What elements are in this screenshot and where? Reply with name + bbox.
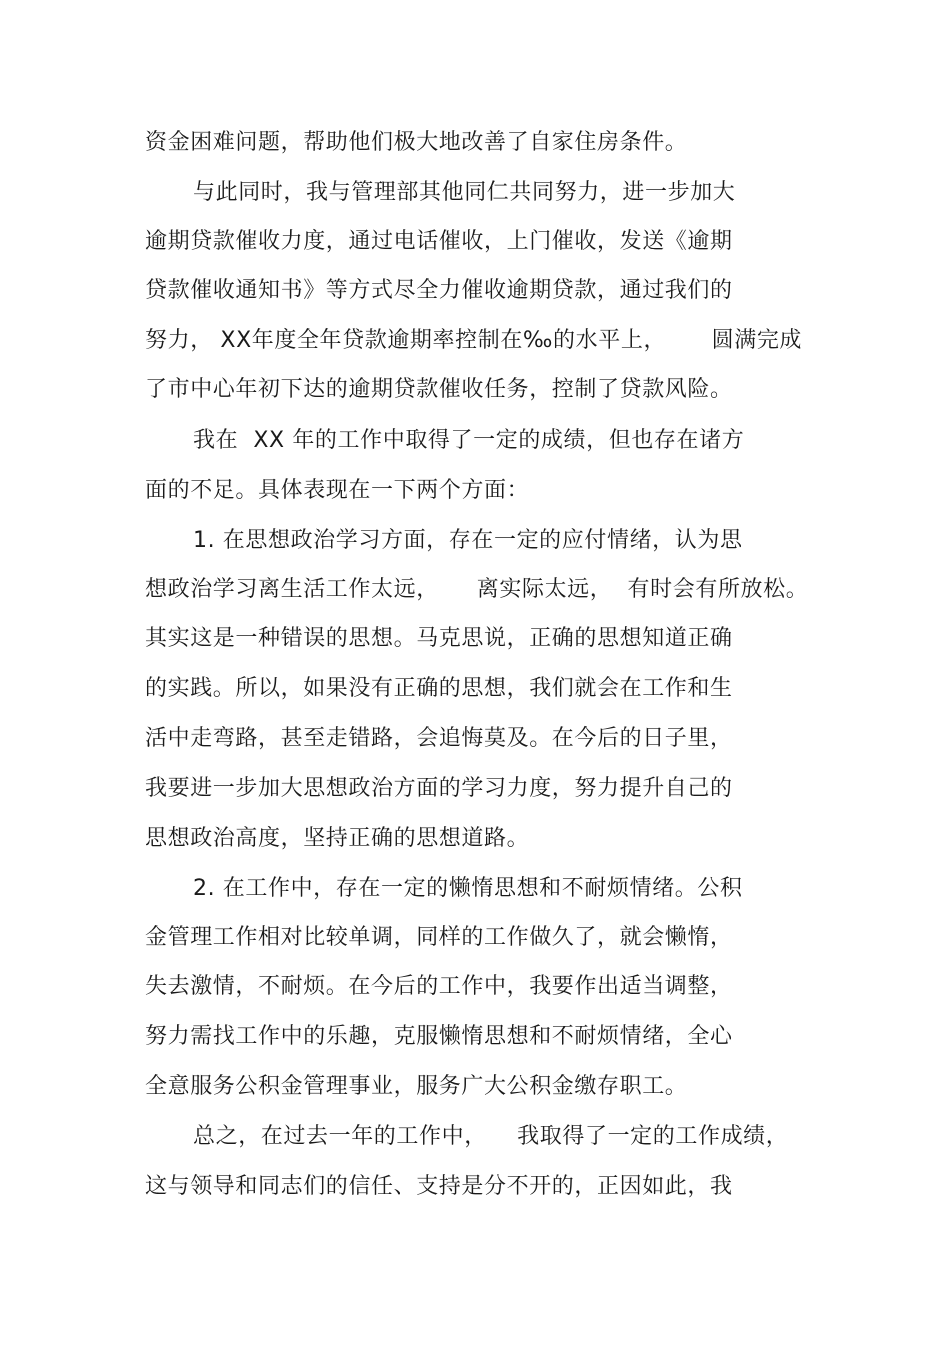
text-line: 这与领导和同志们的信任、支持是分不开的，正因如此，我	[145, 1174, 733, 1199]
text-line: 全意服务公积金管理事业，服务广大公积金缴存职工。	[145, 1074, 688, 1099]
text-line: 活中走弯路，甚至走错路，会追悔莫及。在今后的日子里，	[145, 726, 733, 751]
text-line: 努力， XX年度全年贷款逾期率控制在‰的水平上， 圆满完成	[145, 328, 803, 353]
text-line: 其实这是一种错误的思想。马克思说，正确的思想知道正确	[145, 626, 733, 651]
text-line: 了市中心年初下达的逾期贷款催收任务，控制了贷款风险。	[145, 377, 733, 402]
text-line: 想政治学习离生活工作太远， 离实际太远， 有时会有所放松。	[145, 577, 809, 602]
text-line: 努力需找工作中的乐趣，克服懒惰思想和不耐烦情绪，全心	[145, 1024, 733, 1049]
text-line: 贷款催收通知书》等方式尽全力催收逾期贷款，通过我们的	[145, 278, 733, 303]
text-line: 我要进一步加大思想政治方面的学习力度，努力提升自己的	[145, 776, 733, 801]
text-line: 思想政治高度，坚持正确的思想道路。	[145, 826, 530, 851]
paragraph-start-line: 1. 在思想政治学习方面，存在一定的应付情绪，认为思	[193, 528, 743, 553]
text-line: 资金困难问题，帮助他们极大地改善了自家住房条件。	[145, 130, 688, 155]
text-line: 失去激情，不耐烦。在今后的工作中，我要作出适当调整，	[145, 974, 733, 999]
text-line: 的实践。所以，如果没有正确的思想，我们就会在工作和生	[145, 676, 733, 701]
paragraph-start-line: 总之，在过去一年的工作中， 我取得了一定的工作成绩，	[193, 1124, 789, 1149]
paragraph-start-line: 我在 XX 年的工作中取得了一定的成绩，但也存在诸方	[193, 428, 745, 453]
paragraph-start-line: 与此同时，我与管理部其他同仁共同努力，进一步加大	[193, 180, 736, 205]
paragraph-start-line: 2. 在工作中，存在一定的懒惰思想和不耐烦情绪。公积	[193, 876, 743, 901]
text-line: 金管理工作相对比较单调，同样的工作做久了，就会懒惰，	[145, 925, 733, 950]
text-line: 逾期贷款催收力度，通过电话催收，上门催收，发送《逾期	[145, 229, 733, 254]
text-line: 面的不足。具体表现在一下两个方面：	[145, 478, 530, 503]
